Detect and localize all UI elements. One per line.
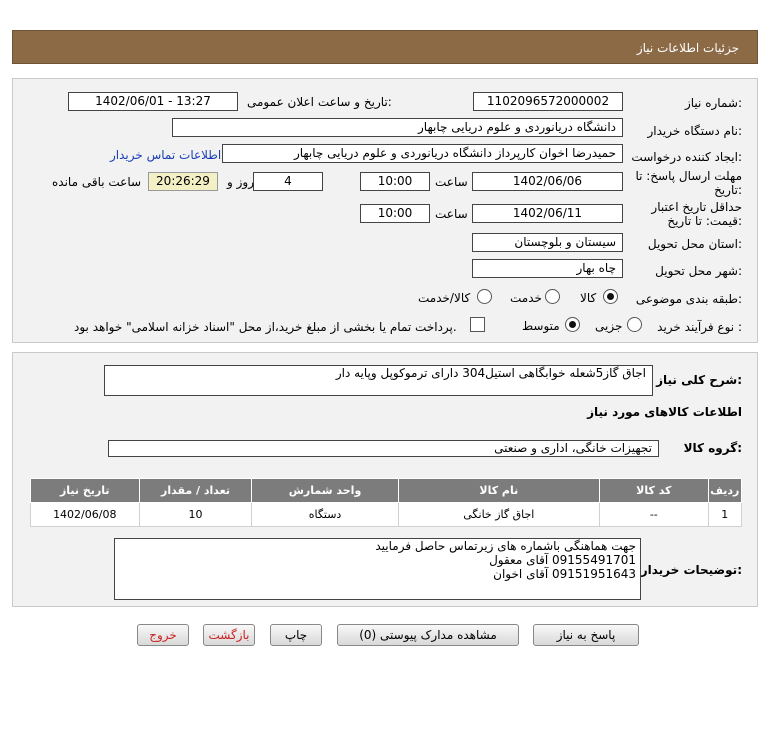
print-button[interactable]: چاپ [270,624,322,646]
exit-button[interactable]: خروج [137,624,189,646]
validity-time-label: ساعت [435,207,468,221]
buyer-notes-field [114,538,641,600]
category-label: طبقه بندی موضوعی: [635,292,742,306]
buyer-contact-link[interactable]: اطلاعات تماس خریدار [110,148,222,162]
treasury-payment-checkbox[interactable] [470,317,485,332]
col-header-unit: واحد شمارش [252,479,398,503]
announce-label: تاریخ و ساعت اعلان عمومی: [247,95,392,109]
buyer-org-field: دانشگاه دریانوردی و علوم دریایی چابهار [172,118,623,137]
col-header-date: تاریخ نیاز [31,479,140,503]
col-header-code: کد کالا [600,479,708,503]
goods-table [30,478,742,527]
summary-field: اجاق گاز5شعله خوابگاهی استیل304 دارای ترموکوپل وپایه دار [104,365,653,396]
goods-group-field: تجهیزات خانگی، اداری و صنعتی [108,440,659,457]
purchase-radio-medium[interactable] [565,317,580,332]
validity-date-field: 1402/06/11 [472,204,623,223]
need-number-label: شماره نیاز: [684,96,742,110]
category-radio-goods[interactable] [603,289,618,304]
category-radio-service[interactable] [545,289,560,304]
days-field: 4 [253,172,323,191]
treasury-payment-note: پرداخت تمام یا بخشی از مبلغ خرید،از محل "اسناد خزانه اسلامی" خواهد بود. [74,320,457,334]
goods-info-title: اطلاعات کالاهای مورد نیاز [587,405,742,419]
remaining-label: ساعت باقی مانده [52,175,142,189]
deadline-label-2: تاریخ: [714,183,742,197]
goods-group-label: گروه کالا: [683,441,742,455]
purchase-option-minor: جزیی [595,319,623,333]
category-option-goods-service: کالا/خدمت [418,291,471,305]
buyer-notes-line: 09155491701 آقای معقول [489,553,636,567]
cell-date: 1402/06/08 [31,503,140,527]
view-documents-button[interactable]: مشاهده مدارک پیوستی (0) [337,624,519,646]
buyer-notes-line: جهت هماهنگی باشماره های زیرتماس حاصل فرمایید [375,539,636,553]
cell-row: 1 [708,503,741,527]
category-radio-goods-service[interactable] [477,289,492,304]
buyer-org-label: نام دستگاه خریدار: [647,124,742,138]
page-title: جزئیات اطلاعات نیاز [636,41,739,55]
cell-name: اجاق گاز خانگی [398,503,599,527]
col-header-row: ردیف [708,479,741,503]
category-option-goods: کالا [580,291,597,305]
summary-label: شرح کلی نیاز: [656,373,742,387]
buyer-notes-label: توضیحات خریدار: [640,563,742,577]
purchase-type-label: نوع فرآیند خرید : [657,320,742,334]
validity-label-1: حداقل تاریخ اعتبار [651,200,742,214]
category-option-service: خدمت [510,291,542,305]
validity-label-2: قیمت: تا تاریخ: [667,214,742,228]
reply-button[interactable]: پاسخ به نیاز [533,624,639,646]
purchase-radio-minor[interactable] [627,317,642,332]
deadline-label-1: مهلت ارسال پاسخ: تا [635,169,742,183]
remaining-time-field: 20:26:29 [148,172,218,191]
page-header [12,30,758,64]
announce-datetime-field: 1402/06/01 - 13:27 [68,92,238,111]
deadline-time-label: ساعت [435,175,468,189]
buyer-notes-line: 09151951643 آقای اخوان [493,567,636,581]
city-field: چاه بهار [472,259,623,278]
cell-qty: 10 [139,503,252,527]
deadline-time-field: 10:00 [360,172,430,191]
cell-unit: دستگاه [252,503,398,527]
requester-field: حمیدرضا اخوان کارپرداز دانشگاه دریانوردی و علوم دریایی چابهار [222,144,623,163]
days-label: روز و [227,175,254,189]
cell-code: -- [600,503,708,527]
purchase-option-medium: متوسط [522,319,560,333]
province-field: سیستان و بلوچستان [472,233,623,252]
city-label: شهر محل تحویل: [655,264,742,278]
table-row [31,503,742,527]
validity-time-field: 10:00 [360,204,430,223]
col-header-qty: تعداد / مقدار [139,479,252,503]
requester-label: ایجاد کننده درخواست: [631,150,742,164]
back-button[interactable]: بازگشت [203,624,255,646]
need-number-field: 1102096572000002 [473,92,623,111]
province-label: استان محل تحویل: [647,237,742,251]
deadline-date-field: 1402/06/06 [472,172,623,191]
col-header-name: نام کالا [398,479,599,503]
